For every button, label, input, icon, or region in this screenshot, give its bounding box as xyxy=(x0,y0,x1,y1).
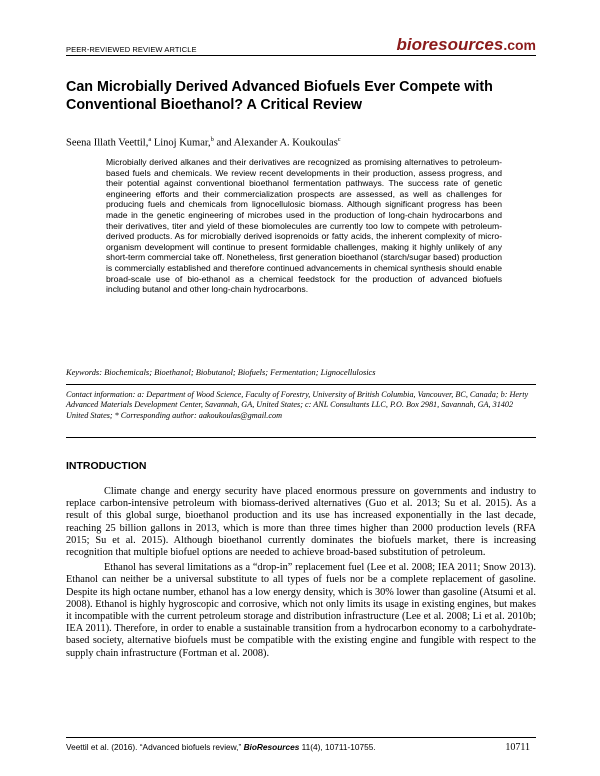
paragraph: Ethanol has several limitations as a “drop-in” replacement fuel (Lee et al. 2008; IEA 2011; Snow 2013). Ethanol can neither be a universal substitute to all types of fuels nor be a complete replacement of gasoline. Despite its high octane number, ethanol has a low energy density, which is 30% lower than gasoline (Atsumi et al. 2008). Ethanol is highly hygroscopic and corrosive, which not only limits its usage in existing engines, but makes it incompatible with the current petroleum storage and distribution infrastructure (Lee et al. 2008; Li et al. 2010b; IEA 2011). Therefore, in order to enable a sustainable transition from a hydrocarbon economy to a carbohydrate-based society, alternative biofuels must be compatible with the existing engine and fungible with respect to the supply chain infrastructure (Fortman et al. 2008). xyxy=(66,562,536,659)
keywords: Keywords: Biochemicals; Bioethanol; Biobutanol; Biofuels; Fermentation; Lignocellulosics xyxy=(66,368,376,377)
author-3-affiliation: c xyxy=(337,136,341,143)
author-3: and Alexander A. Koukoulas xyxy=(213,137,338,149)
author-1: Seena Illath Veettil, xyxy=(66,137,149,149)
running-header xyxy=(66,30,536,60)
abstract: Microbially derived alkanes and their derivatives are recognized as promising alternatives to petroleum-based fuels and chemicals. We review recent developments in their production, assess progress, and their potential against conventional bioethanol fermentation pathways. The success rate of genetic engineering efforts and their commercialization prospects are assessed, as well as challenges for producing fuels and chemicals from lignocellulosic biomass. Although significant progress has been made in the genetic engineering of microbes used in the production of long-chain hydrocarbons and their derivatives, titer and yield of these biomolecules are currently too low to compete with petroleum-derived products. As for microbially derived isoprenoids or fatty acids, the inherent complexity of micro-organism development will continue to present formidable challenges, making it highly unlikely of any short-term commercial take off. Nonetheless, first generation bioethanol (starch/sugar based) production is commercially established and therefore continued advancements in chemical synthesis should enable broad-scale use of bio-ethanol as a chemical feedstock for the production of advanced biofuels including butanol and other long-chain hydrocarbons. xyxy=(106,157,502,295)
citation-text: Veettil et al. (2016). “Advanced biofuels review,” xyxy=(66,742,244,752)
keywords-divider xyxy=(66,384,536,385)
paragraph: Climate change and energy security have placed enormous pressure on governments and industry to replace carbon-intensive petroleum with biomass-derived alternatives (Guo et al. 2013; Su et al. 2015). As a result of this global surge, bioethanol production and its use has increased exponentially in the last decade, reaching 25 billion gallons in 2013, which is more than three times higher than 2000 production levels (RFA 2015; Su et al. 2015). Although bioethanol currently dominates the biofuels market, there is increasing recognition that multiple biofuel options are needed to achieve broad-based substitution of petroleum. xyxy=(66,486,536,559)
citation-journal: BioResources xyxy=(243,742,300,752)
article-type-label: PEER-REVIEWED REVIEW ARTICLE xyxy=(66,45,197,54)
page-footer xyxy=(66,742,536,752)
author-1-affiliation: a xyxy=(148,136,152,143)
journal-logo-suffix: .com xyxy=(503,37,536,53)
section-heading: INTRODUCTION xyxy=(66,460,147,472)
page-number: 10711 xyxy=(505,742,530,753)
author-2: Linoj Kumar, xyxy=(151,137,211,149)
journal-logo-name: bioresources xyxy=(396,35,504,54)
article-title: Can Microbially Derived Advanced Biofuels Ever Compete with Conventional Bioethanol? A Critical Review xyxy=(66,79,493,113)
author-2-affiliation: b xyxy=(210,136,214,143)
contact-divider xyxy=(66,437,536,438)
citation-volume: 11(4), 10711-10755. xyxy=(299,742,376,752)
author-list xyxy=(66,136,341,149)
header-rule xyxy=(66,55,536,56)
footer-rule xyxy=(66,737,536,738)
body-text xyxy=(66,486,536,663)
contact-information: Contact information: a: Department of Wood Science, Faculty of Forestry, University of British Columbia, Vancouver, BC, Canada; b: Herty Advanced Materials Development Center, Savannah, GA, United States; c: ANL Consultants LLC, P.O. Box 2981, Savannah, GA, 31402 United States; * Corresponding author: aakoukoulas@gmail.com xyxy=(66,390,529,420)
journal-logo xyxy=(397,35,536,55)
